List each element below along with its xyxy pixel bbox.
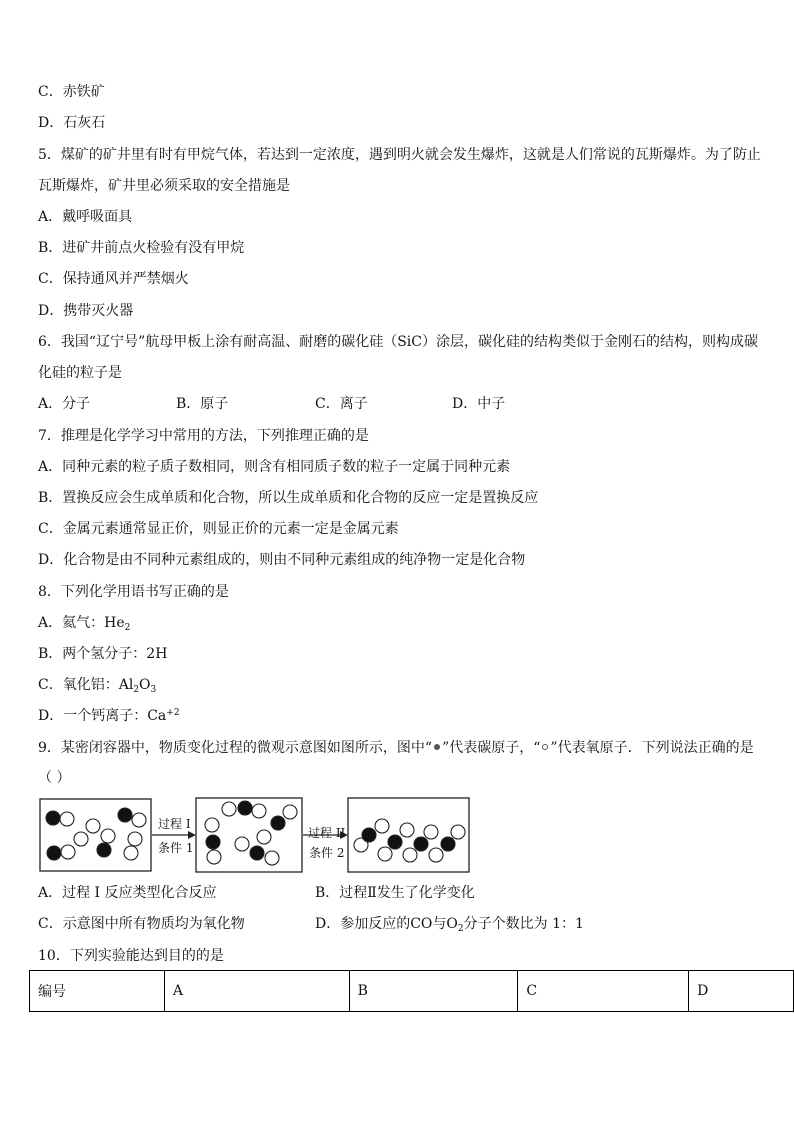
oxygen-atom — [128, 832, 142, 846]
oxygen-atom — [124, 846, 138, 860]
q7-option-a: A．同种元素的粒子质子数相同，则含有相同质子数的粒子一定属于同种元素 — [38, 459, 511, 475]
q5-option-a: A．戴呼吸面具 — [38, 209, 133, 225]
question-6-line-2: 化硅的粒子是 — [38, 365, 122, 381]
carbon-atom — [97, 843, 111, 857]
oxygen-atom — [424, 825, 438, 839]
carbon-atom — [206, 835, 220, 849]
carbon-atom — [271, 816, 285, 830]
question-8: 8．下列化学用语书写正确的是 — [38, 584, 229, 600]
option-c-hematite: C．赤铁矿 — [38, 84, 105, 100]
question-9-paren: （ ） — [38, 770, 71, 786]
carbon-atom — [388, 835, 402, 849]
question-7: 7．推理是化学学习中常用的方法，下列推理正确的是 — [38, 428, 369, 444]
q7-option-c: C．金属元素通常显正价，则显正价的元素一定是金属元素 — [38, 521, 399, 537]
q5-option-c: C．保持通风并严禁烟火 — [38, 271, 189, 287]
q9-option-a: A．过程 I 反应类型化合反应 — [38, 885, 217, 901]
oxygen-atom — [403, 848, 417, 862]
carbon-atom — [46, 811, 60, 825]
oxygen-atom — [252, 804, 266, 818]
q6-option-b: B．原子 — [176, 396, 229, 412]
carbon-atom — [250, 846, 264, 860]
table-header-cell: D — [689, 971, 794, 1012]
carbon-atom — [47, 846, 61, 860]
oxygen-atom — [375, 819, 389, 833]
q7-option-d: D．化合物是由不同种元素组成的，则由不同种元素组成的纯净物一定是化合物 — [38, 552, 526, 568]
label-condition-1: 条件 1 — [158, 841, 194, 855]
q9-option-d: D．参加反应的CO与$O_2$分子个数比为 1：1 — [315, 916, 584, 934]
question-6-line-1: 6．我国“辽宁号”航母甲板上涂有耐高温、耐磨的碳化硅（SiC）涂层，碳化硅的结构类似于金刚石的结构，则构成碳 — [38, 334, 758, 350]
q6-option-a: A．分子 — [38, 396, 91, 412]
oxygen-atom — [429, 848, 443, 862]
table-header-cell: 编号 — [30, 971, 165, 1012]
oxygen-atom — [378, 847, 392, 861]
question-5-line-1: 5．煤矿的矿井里有时有甲烷气体，若达到一定浓度，遇到明火就会发生爆炸，这就是人们常说的瓦斯爆炸。为了防止 — [38, 147, 761, 163]
oxygen-atom — [74, 832, 88, 846]
option-d-limestone: D．石灰石 — [38, 115, 106, 131]
question-10: 10．下列实验能达到目的的是 — [38, 948, 224, 964]
oxygen-atom — [451, 825, 465, 839]
question-9-line-1: 9．某密闭容器中，物质变化过程的微观示意图如图所示，图中“ ”代表碳原子，“ ”代表氧原子．下列说法正确的是 — [38, 740, 754, 756]
oxygen-atom — [257, 830, 271, 844]
q8-option-c: C．氧化铝：$Al_2O_3$ — [38, 677, 157, 695]
table-header-cell: A — [164, 971, 349, 1012]
oxygen-atom — [265, 851, 279, 865]
q8-option-d: D．一个钙离子：$Ca^{+2}$ — [38, 708, 180, 724]
oxygen-atom — [61, 845, 75, 859]
oxygen-atom — [400, 823, 414, 837]
q6-option-d: D．中子 — [452, 396, 506, 412]
oxygen-atom — [222, 802, 236, 816]
carbon-atom — [414, 837, 428, 851]
oxygen-atom — [60, 812, 74, 826]
carbon-atom — [441, 837, 455, 851]
label-process-1: 过程 I — [158, 817, 191, 831]
q5-option-b: B．进矿井前点火检验有没有甲烷 — [38, 240, 245, 256]
table-header-row — [30, 971, 794, 1012]
q8-option-a: A．氦气：$He_2$ — [38, 615, 131, 633]
label-condition-2: 条件 2 — [309, 846, 345, 860]
q6-option-c: C．离子 — [315, 396, 368, 412]
carbon-atom — [362, 828, 376, 842]
q7-option-b: B．置换反应会生成单质和化合物，所以生成单质和化合物的反应一定是置换反应 — [38, 490, 539, 506]
arrow-process-1-head — [188, 831, 196, 839]
oxygen-atom — [283, 805, 297, 819]
table-header-cell: B — [349, 971, 518, 1012]
q8-option-b: B．两个氢分子：2H — [38, 646, 168, 662]
carbon-atom — [118, 808, 132, 822]
oxygen-atom — [86, 819, 100, 833]
oxygen-atom — [205, 818, 219, 832]
q9-option-c: C．示意图中所有物质均为氧化物 — [38, 916, 245, 932]
q9-option-b: B．过程Ⅱ发生了化学变化 — [315, 885, 475, 901]
oxygen-atom — [235, 837, 249, 851]
table-header-cell: C — [518, 971, 689, 1012]
experiment-table — [29, 970, 794, 1012]
oxygen-atom — [207, 850, 221, 864]
carbon-atom — [238, 801, 252, 815]
q5-option-d: D．携带灭火器 — [38, 303, 134, 319]
label-process-2: 过程 II — [308, 826, 346, 840]
oxygen-atom — [101, 829, 115, 843]
question-5-line-2: 瓦斯爆炸，矿井里必须采取的安全措施是 — [38, 178, 290, 194]
oxygen-atom — [132, 813, 146, 827]
